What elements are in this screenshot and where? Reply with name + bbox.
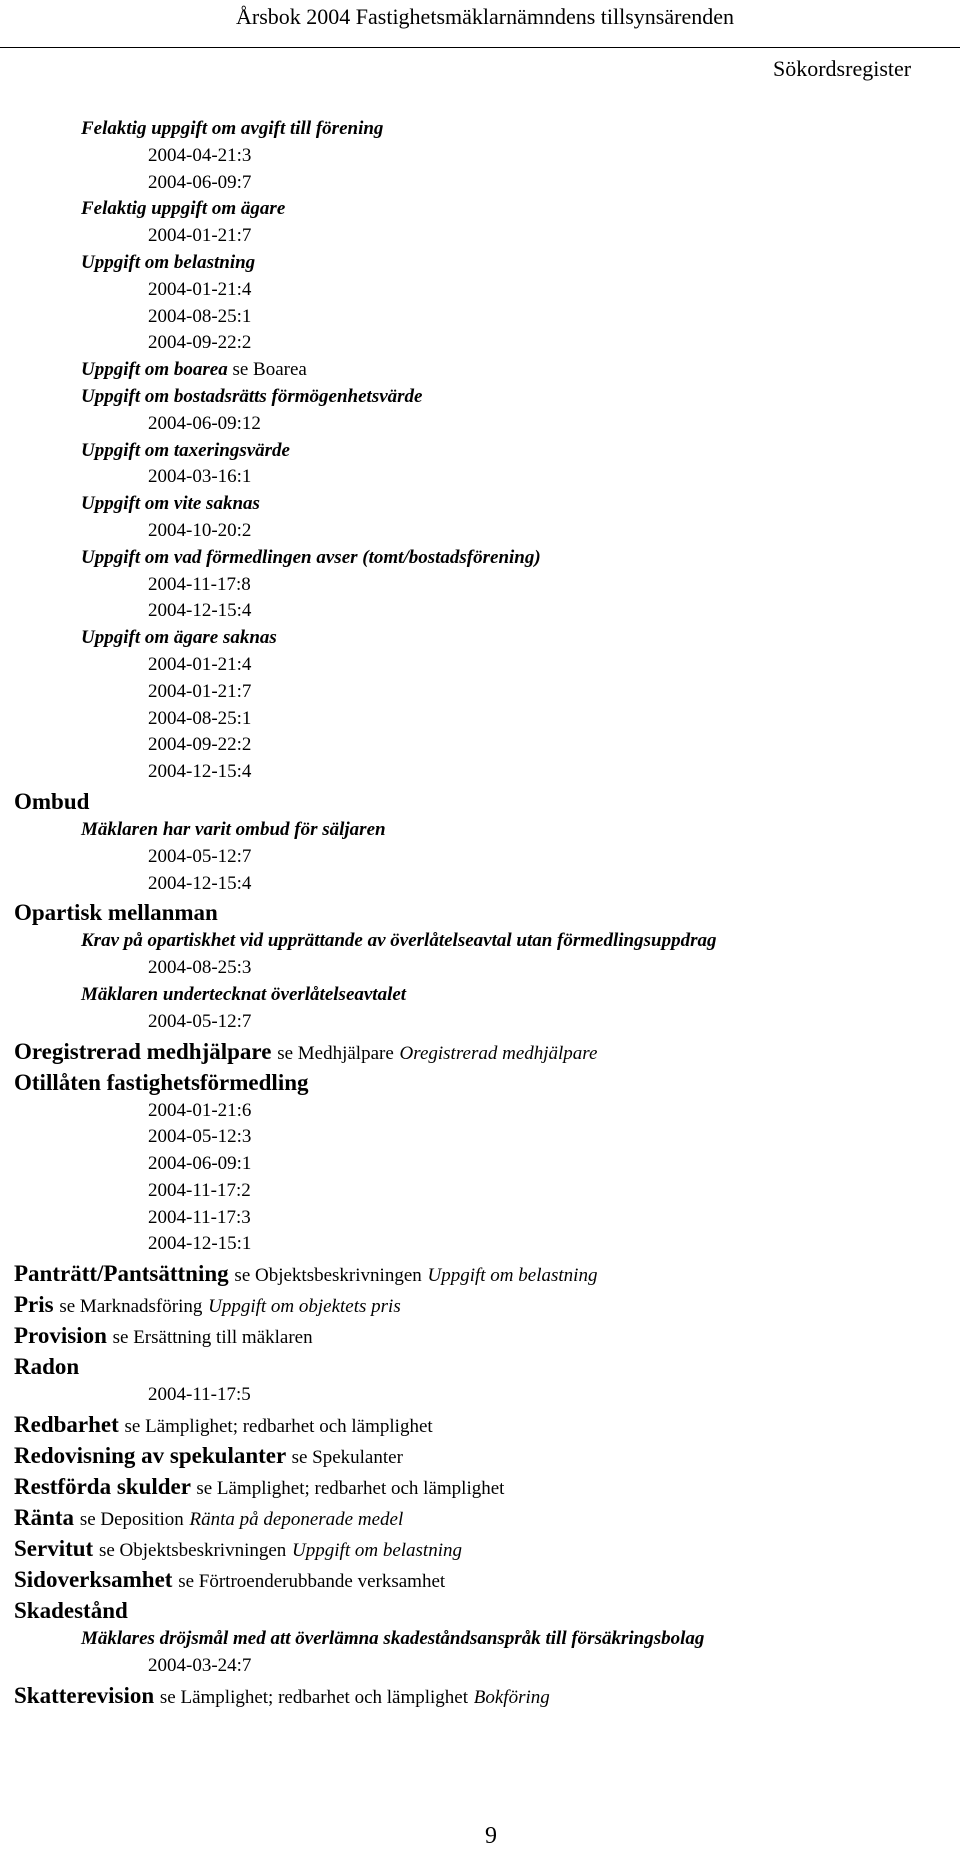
entry-text: Uppgift om vad förmedlingen avser (tomt/bostadsförening): [81, 546, 541, 568]
running-header-section: Sökordsregister: [773, 56, 912, 81]
index-heading: [0, 786, 960, 817]
case-reference: [0, 1205, 960, 1232]
case-reference: [0, 1098, 960, 1125]
case-reference: [0, 143, 960, 170]
case-reference: [0, 598, 960, 625]
entry-text: Mäklaren undertecknat överlåtelseavtalet: [81, 983, 407, 1005]
see-subreference: Uppgift om objektets pris: [208, 1296, 401, 1318]
entry-text: 2004-05-12:7: [148, 1010, 252, 1032]
case-reference: [0, 223, 960, 250]
see-reference: se Objektsbeskrivningen: [98, 1540, 287, 1562]
entry-text: 2004-06-09:12: [148, 412, 261, 434]
entry-text: Mäklares dröjsmål med att överlämna skadeståndsanspråk till försäkringsbolag: [81, 1628, 705, 1650]
entry-text: Sidoverksamhet: [14, 1567, 173, 1593]
index-heading: [0, 1440, 960, 1471]
index-heading: [0, 1036, 960, 1067]
case-reference: [0, 170, 960, 197]
entry-text: 2004-01-21:4: [148, 653, 252, 675]
case-reference: [0, 304, 960, 331]
case-reference: [0, 759, 960, 786]
entry-text: Servitut: [14, 1536, 94, 1562]
entry-text: Otillåten fastighetsförmedling: [14, 1069, 309, 1095]
entry-text: Uppgift om ägare saknas: [81, 627, 277, 649]
see-reference: se Lämplighet; redbarhet och lämplighet: [196, 1478, 505, 1500]
entry-text: 2004-08-25:3: [148, 957, 252, 979]
entry-text: Pris: [14, 1292, 54, 1318]
see-reference: se Lämplighet; redbarhet och lämplighet: [159, 1686, 469, 1708]
case-reference: [0, 330, 960, 357]
case-reference: [0, 411, 960, 438]
case-reference: [0, 518, 960, 545]
entry-text: Panträtt/Pantsättning: [14, 1261, 229, 1287]
index-heading: [0, 897, 960, 928]
entry-text: Skadestånd: [14, 1598, 128, 1624]
case-reference: [0, 1231, 960, 1258]
case-reference: [0, 1151, 960, 1178]
case-reference: [0, 732, 960, 759]
entry-text: 2004-12-15:4: [148, 600, 252, 622]
index-subheading: [0, 928, 960, 955]
see-reference: se Lämplighet; redbarhet och lämplighet: [124, 1416, 433, 1438]
entry-text: 2004-06-09:7: [148, 171, 252, 193]
index-heading: [0, 1471, 960, 1502]
case-reference: [0, 706, 960, 733]
page-number: 9: [485, 1823, 497, 1849]
entry-text: Krav på opartiskhet vid upprättande av överlåtelseavtal utan förmedlingsuppdrag: [81, 930, 717, 952]
index-heading: [0, 1351, 960, 1382]
index-heading: [0, 1502, 960, 1533]
index-subheading: [0, 1626, 960, 1653]
entry-text: Uppgift om vite saknas: [81, 493, 260, 515]
index-subheading: [0, 545, 960, 572]
entry-text: 2004-05-12:3: [148, 1126, 252, 1148]
entry-text: Felaktig uppgift om ägare: [81, 198, 286, 220]
entry-text: Ränta: [14, 1505, 75, 1531]
see-reference: se Deposition: [79, 1509, 184, 1531]
entry-text: Skatterevision: [14, 1682, 155, 1708]
index-subheading: [0, 250, 960, 277]
entry-text: 2004-05-12:7: [148, 845, 252, 867]
case-reference: [0, 652, 960, 679]
entry-text: Uppgift om bostadsrätts förmögenhetsvärde: [81, 385, 423, 407]
case-reference: [0, 1009, 960, 1036]
entry-text: Redbarhet: [14, 1412, 119, 1438]
entry-text: 2004-01-21:6: [148, 1099, 252, 1121]
entry-text: Restförda skulder: [14, 1474, 191, 1500]
see-reference: se Boarea: [232, 359, 307, 381]
entry-text: 2004-08-25:1: [148, 707, 252, 729]
index-subheading: [0, 625, 960, 652]
index-heading: [0, 1289, 960, 1320]
entry-text: 2004-01-21:4: [148, 278, 252, 300]
entry-text: 2004-08-25:1: [148, 305, 252, 327]
case-reference: [0, 1178, 960, 1205]
case-reference: [0, 277, 960, 304]
index-subheading: [0, 438, 960, 465]
see-subreference: Bokföring: [473, 1686, 550, 1708]
see-reference: se Ersättning till mäklaren: [112, 1327, 313, 1349]
entry-text: Felaktig uppgift om avgift till förening: [81, 118, 384, 139]
entry-text: 2004-06-09:1: [148, 1153, 252, 1175]
entry-text: 2004-12-15:4: [148, 872, 252, 894]
index-heading: [0, 1067, 960, 1098]
index-subheading: [0, 817, 960, 844]
index-subheading: [0, 116, 960, 143]
entry-text: 2004-03-16:1: [148, 466, 252, 488]
entry-text: 2004-11-17:3: [148, 1206, 251, 1228]
index-subheading: [0, 384, 960, 411]
entry-text: 2004-11-17:8: [148, 573, 251, 595]
see-reference: se Objektsbeskrivningen: [234, 1265, 422, 1287]
see-reference: se Marknadsföring: [59, 1296, 203, 1318]
entry-text: Ombud: [14, 788, 90, 814]
entry-text: Radon: [14, 1354, 80, 1380]
case-reference: [0, 1124, 960, 1151]
entry-text: 2004-11-17:5: [148, 1384, 251, 1406]
index-subheading: [0, 196, 960, 223]
index-subheading: [0, 357, 960, 384]
index-heading: [0, 1680, 960, 1711]
entry-text: Uppgift om taxeringsvärde: [81, 439, 290, 461]
entry-text: 2004-04-21:3: [148, 144, 252, 166]
entry-text: Redovisning av spekulanter: [14, 1443, 286, 1469]
see-subreference: Uppgift om belastning: [292, 1540, 462, 1562]
entry-text: Provision: [14, 1323, 107, 1349]
entry-text: Uppgift om belastning: [81, 251, 256, 273]
keyword-index: [0, 116, 960, 1711]
entry-text: 2004-03-24:7: [148, 1654, 252, 1676]
see-reference: se Förtroenderubbande verksamhet: [178, 1571, 446, 1593]
index-heading: [0, 1320, 960, 1351]
entry-text: Uppgift om boarea: [81, 359, 228, 381]
case-reference: [0, 679, 960, 706]
index-heading: [0, 1258, 960, 1289]
index-subheading: [0, 491, 960, 518]
index-heading: [0, 1409, 960, 1440]
entry-text: 2004-12-15:1: [148, 1233, 252, 1255]
entry-text: Mäklaren har varit ombud för säljaren: [81, 818, 386, 840]
see-subreference: Ränta på deponerade medel: [189, 1509, 404, 1531]
entry-text: 2004-09-22:2: [148, 332, 252, 354]
index-heading: [0, 1564, 960, 1595]
case-reference: [0, 1653, 960, 1680]
entry-text: 2004-01-21:7: [148, 680, 252, 702]
header-rule: [0, 47, 960, 48]
entry-text: 2004-11-17:2: [148, 1179, 251, 1201]
entry-text: 2004-10-20:2: [148, 519, 252, 541]
entry-text: 2004-12-15:4: [148, 761, 252, 783]
running-header-title: Årsbok 2004 Fastighetsmäklarnämndens tillsynsärenden: [236, 4, 734, 29]
see-reference: se Medhjälpare: [277, 1042, 394, 1064]
index-subheading: [0, 982, 960, 1009]
see-reference: se Spekulanter: [291, 1447, 403, 1469]
entry-text: 2004-01-21:7: [148, 225, 252, 247]
entry-text: 2004-09-22:2: [148, 734, 252, 756]
case-reference: [0, 871, 960, 898]
index-heading: [0, 1533, 960, 1564]
case-reference: [0, 572, 960, 599]
case-reference: [0, 844, 960, 871]
case-reference: [0, 464, 960, 491]
entry-text: Oregistrerad medhjälpare: [14, 1038, 272, 1064]
case-reference: [0, 955, 960, 982]
case-reference: [0, 1382, 960, 1409]
entry-text: Opartisk mellanman: [14, 900, 218, 926]
see-subreference: Uppgift om belastning: [427, 1265, 598, 1287]
see-subreference: Oregistrerad medhjälpare: [399, 1042, 598, 1064]
index-heading: [0, 1595, 960, 1626]
